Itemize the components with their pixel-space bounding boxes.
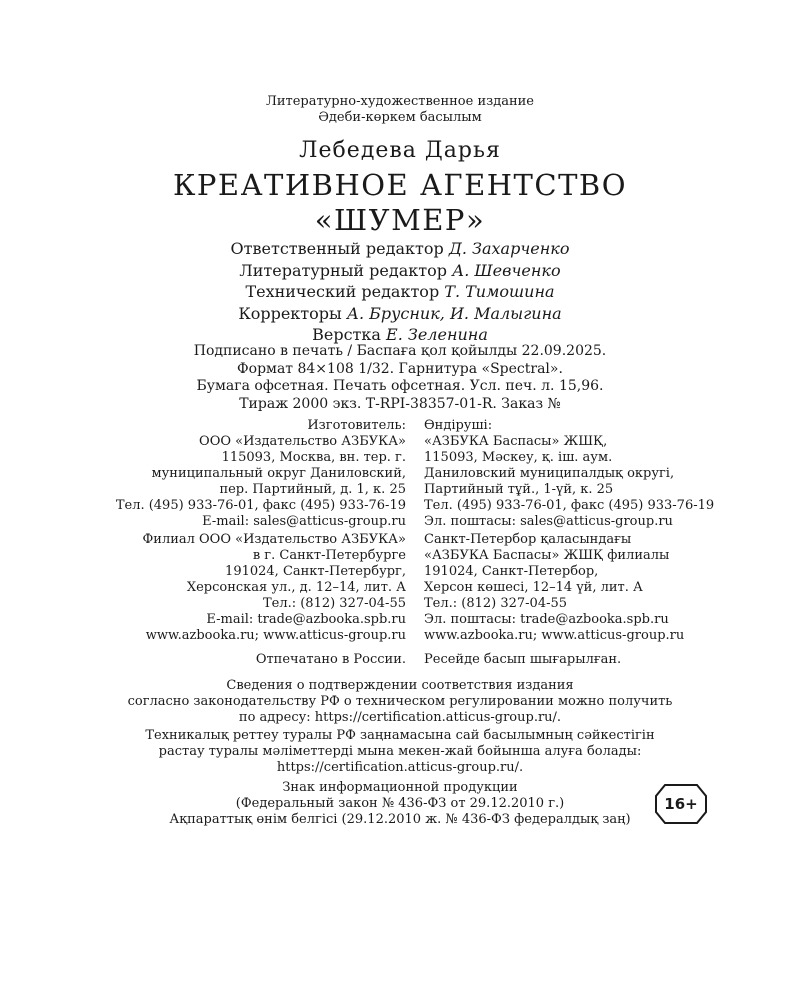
printed-row	[0, 652, 800, 668]
age-rating-badge	[655, 784, 707, 824]
branch-block	[0, 532, 800, 628]
editorial-credits	[0, 238, 800, 346]
certification-ru-line: согласно законодательству РФ о техническом регулировании можно получить	[127, 694, 673, 709]
printed-in-kz: Ресейде басып шығарылған.	[424, 652, 622, 667]
certification-ru	[0, 678, 800, 726]
manufacturer-kz-line: 115093, Мәскеу, қ. іш. аум.	[424, 450, 613, 465]
branch-ru-email: E-mail: trade@azbooka.spb.ru	[206, 612, 406, 627]
credit-role: Технический редактор	[245, 282, 440, 301]
pub-line: Формат 84×108 1/32. Гарнитура «Spectral».	[237, 360, 563, 377]
printed-in-ru: Отпечатано в России.	[255, 652, 406, 667]
edition-type-ru: Литературно-художественное издание	[266, 94, 534, 109]
websites-row	[0, 628, 800, 644]
certification-kz-line: растау туралы мәліметтерді мына мекен-жай бойынша алуға болады:	[158, 744, 642, 759]
branch-ru-line: в г. Санкт-Петербурге	[252, 548, 406, 563]
manufacturer-kz-line: «АЗБУКА Баспасы» ЖШҚ,	[424, 434, 608, 449]
credit-name: Т. Тимошина	[444, 282, 555, 301]
pub-line: Тираж 2000 экз. Т-RPI-38357-01-R. Заказ №	[239, 395, 561, 412]
branch-kz-line: «АЗБУКА Баспасы» ЖШҚ филиалы	[424, 548, 670, 563]
info-sign-line: Знак информационной продукции	[282, 780, 518, 795]
credit-name: Е. Зеленина	[386, 325, 488, 344]
book-title-line2: «ШУМЕР»	[314, 203, 486, 237]
manufacturer-ru-line: 115093, Москва, вн. тер. г.	[221, 450, 406, 465]
branch-ru-line: 191024, Санкт-Петербург,	[225, 564, 406, 579]
edition-type-kz: Әдеби-көркем басылым	[318, 110, 482, 125]
branch-kz-line: Херсон көшесі, 12–14 үй, лит. А	[424, 580, 643, 595]
manufacturer-ru-line: пер. Партийный, д. 1, к. 25	[219, 482, 406, 497]
credit-line	[0, 238, 800, 260]
branch-ru-line: Филиал ООО «Издательство АЗБУКА»	[142, 532, 406, 547]
credit-name: А. Шевченко	[452, 260, 561, 280]
manufacturer-ru-line: муниципальный округ Даниловский,	[151, 466, 406, 481]
info-sign-line: (Федеральный закон № 436-ФЗ от 29.12.2010 г.)	[235, 796, 565, 811]
credit-name: А. Брусник, И. Малыгина	[346, 303, 562, 323]
branch-ru-line: Тел.: (812) 327-04-55	[262, 596, 406, 611]
branch-kz	[424, 532, 669, 628]
manufacturer-block	[0, 418, 800, 530]
certification-ru-line: Сведения о подтверждении соответствия издания	[226, 678, 574, 693]
manufacturer-kz	[424, 418, 714, 530]
credit-role: Верстка	[312, 325, 381, 344]
credit-line	[0, 303, 800, 325]
manufacturer-kz-line: Тел. (495) 933-76-01, факс (495) 933-76-19	[424, 498, 715, 513]
manufacturer-kz-email: Эл. поштасы: sales@atticus-group.ru	[424, 514, 673, 529]
credit-name: Д. Захарченко	[448, 239, 570, 258]
publication-details	[0, 343, 800, 413]
pub-line: Бумага офсетная. Печать офсетная. Усл. печ. л. 15,96.	[196, 378, 604, 394]
certification-kz	[0, 728, 800, 776]
manufacturer-ru-email: E-mail: sales@atticus-group.ru	[202, 514, 406, 529]
age-rating-label: 16+	[664, 795, 698, 813]
manufacturer-kz-line: Өндіруші:	[424, 418, 493, 433]
certification-kz-link[interactable]: https://certification.atticus-group.ru/.	[276, 760, 524, 775]
certification-ru-link[interactable]: по адресу: https://certification.atticus-group.ru/.	[238, 710, 562, 725]
pub-line: Подписано в печать / Баспаға қол қойылды 22.09.2025.	[193, 343, 607, 359]
credit-line	[0, 281, 800, 303]
branch-ru-line: Херсонская ул., д. 12–14, лит. А	[186, 580, 406, 595]
author-name: Лебедева Дарья	[299, 138, 501, 163]
branch-kz-line: Санкт-Петербор қаласындағы	[424, 532, 632, 547]
info-sign-line: Ақпараттық өнім белгісі (29.12.2010 ж. № 436-ФЗ федералдық заң)	[169, 812, 631, 827]
manufacturer-ru	[116, 418, 406, 530]
certification-kz-line: Техникалық реттеу туралы РФ заңнамасына сай басылымның сәйкестігін	[145, 728, 655, 743]
website-link-kz[interactable]: www.azbooka.ru; www.atticus-group.ru	[424, 628, 685, 643]
credit-role: Ответственный редактор	[230, 239, 444, 258]
branch-kz-email: Эл. поштасы: trade@azbooka.spb.ru	[424, 612, 669, 627]
manufacturer-ru-line: Изготовитель:	[307, 418, 406, 433]
website-link-ru[interactable]: www.azbooka.ru; www.atticus-group.ru	[145, 628, 406, 643]
branch-ru	[143, 532, 407, 628]
credit-line	[0, 260, 800, 282]
branch-kz-line: Тел.: (812) 327-04-55	[424, 596, 568, 611]
credit-role: Литературный редактор	[239, 260, 448, 280]
manufacturer-kz-line: Партийный тұй., 1-үй, к. 25	[424, 482, 614, 497]
branch-kz-line: 191024, Санкт-Петербор,	[424, 564, 599, 579]
credit-role: Корректоры	[238, 303, 342, 323]
manufacturer-ru-line: ООО «Издательство АЗБУКА»	[199, 434, 406, 449]
manufacturer-ru-line: Тел. (495) 933-76-01, факс (495) 933-76-19	[115, 498, 406, 513]
manufacturer-kz-line: Даниловский муниципалдық округі,	[424, 466, 675, 481]
book-title-line1: КРЕАТИВНОЕ АГЕНТСТВО	[172, 168, 628, 202]
